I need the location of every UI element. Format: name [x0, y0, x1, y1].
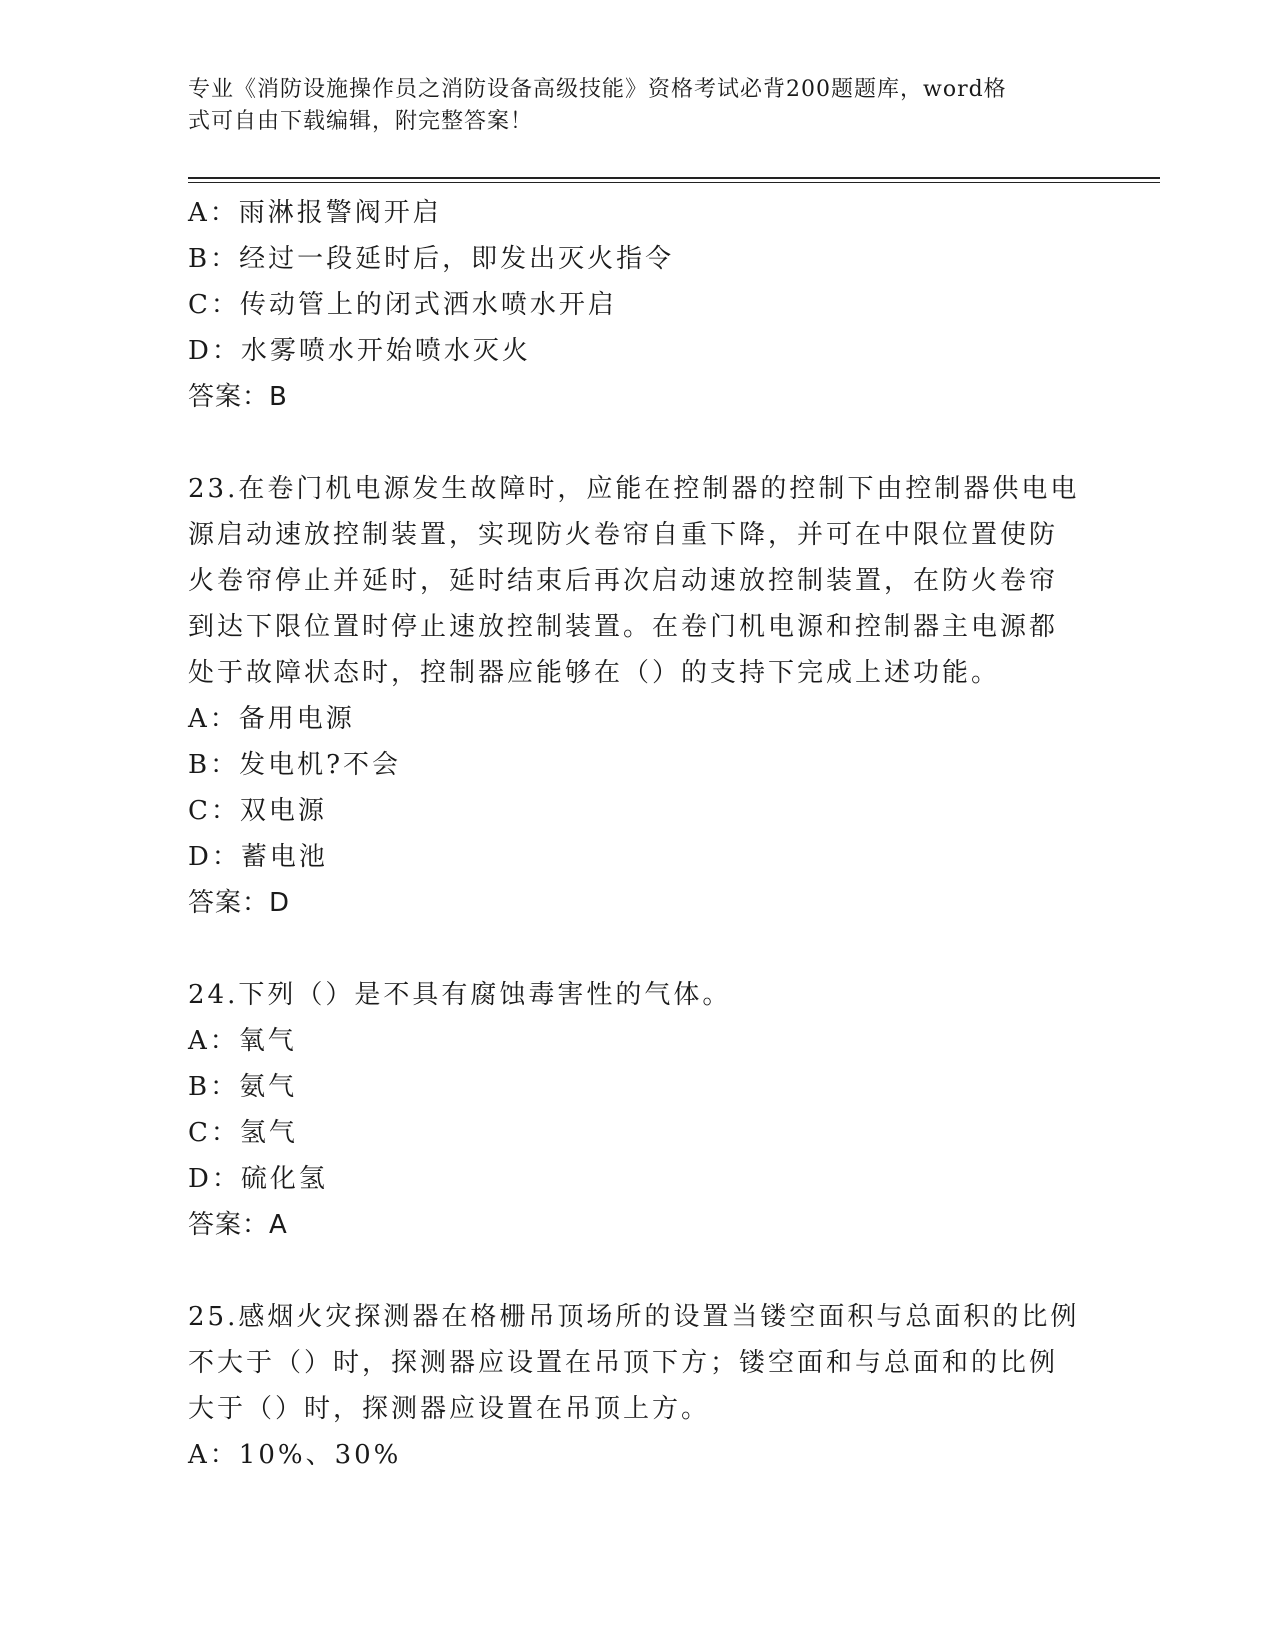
question-stem-line: 火卷帘停止并延时，延时结束后再次启动速放控制装置，在防火卷帘 [188, 566, 1059, 596]
option-a: A：10%、30% [188, 1440, 402, 1470]
question-25 [188, 1294, 1078, 1478]
answer: 答案：B [188, 382, 288, 412]
header-divider-thick [188, 177, 1160, 179]
option-b: B：发电机?不会 [188, 750, 402, 780]
question-list [188, 190, 1078, 1478]
option-d: D：蓄电池 [188, 842, 328, 872]
question-stem-line: 25.感烟火灾探测器在格栅吊顶场所的设置当镂空面积与总面积的比例 [188, 1302, 1080, 1332]
header-line-2: 式可自由下载编辑，附完整答案！ [188, 109, 534, 134]
option-b: B：氨气 [188, 1072, 298, 1102]
header-divider-thin [188, 182, 1160, 183]
question-24 [188, 972, 1078, 1248]
option-d: D：硫化氢 [188, 1164, 328, 1194]
option-c: C：双电源 [188, 796, 327, 826]
spacer [188, 420, 1078, 466]
spacer [188, 926, 1078, 972]
question-23 [188, 466, 1078, 926]
option-b: B：经过一段延时后，即发出灭火指令 [188, 244, 675, 274]
question-22 [188, 190, 1078, 420]
question-stem-line: 处于故障状态时，控制器应能够在（）的支持下完成上述功能。 [188, 658, 1001, 688]
answer: 答案：D [188, 888, 291, 918]
document-header [188, 74, 1068, 138]
question-stem-line: 23.在卷门机电源发生故障时，应能在控制器的控制下由控制器供电电 [188, 474, 1080, 504]
header-line-1: 专业《消防设施操作员之消防设备高级技能》资格考试必背200题题库，word格 [188, 77, 1007, 102]
spacer [188, 1248, 1078, 1294]
option-a: A：雨淋报警阀开启 [188, 198, 442, 228]
option-a: A：氧气 [188, 1026, 297, 1056]
answer: 答案：A [188, 1210, 288, 1240]
question-stem-line: 源启动速放控制装置，实现防火卷帘自重下降，并可在中限位置使防 [188, 520, 1059, 550]
question-stem-line: 24.下列（）是不具有腐蚀毒害性的气体。 [188, 980, 732, 1010]
option-c: C：传动管上的闭式洒水喷水开启 [188, 290, 617, 320]
option-c: C：氢气 [188, 1118, 298, 1148]
option-a: A：备用电源 [188, 704, 355, 734]
question-stem-line: 不大于（）时，探测器应设置在吊顶下方；镂空面和与总面和的比例 [188, 1348, 1059, 1378]
question-stem-line: 大于（）时，探测器应设置在吊顶上方。 [188, 1394, 711, 1424]
option-d: D：水雾喷水开始喷水灭火 [188, 336, 531, 366]
question-stem-line: 到达下限位置时停止速放控制装置。在卷门机电源和控制器主电源都 [188, 612, 1059, 642]
